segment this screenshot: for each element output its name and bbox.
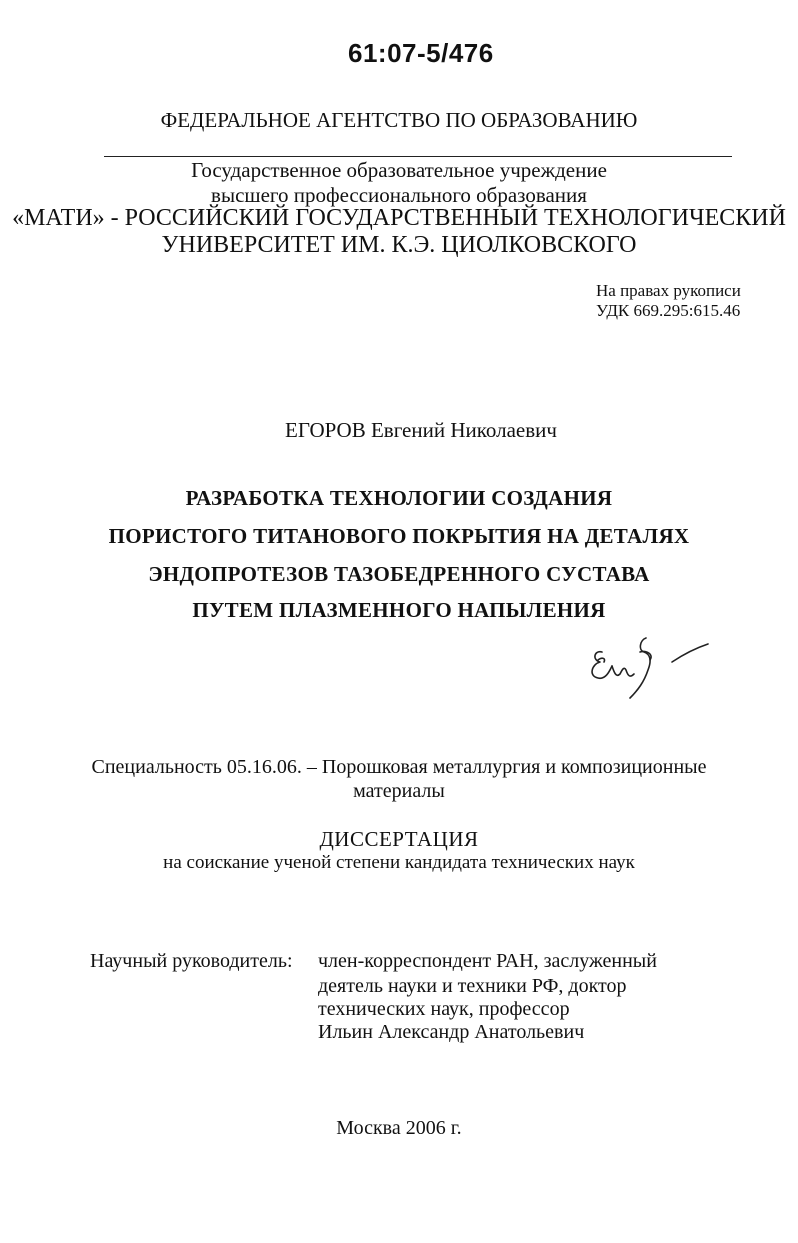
title-line-2: ПОРИСТОГО ТИТАНОВОГО ПОКРЫТИЯ НА ДЕТАЛЯХ — [108, 524, 690, 548]
author-name: ЕГОРОВ Евгений Николаевич — [285, 418, 557, 442]
institution-line-1: Государственное образовательное учреждение — [191, 158, 607, 182]
supervisor-name: Ильин Александр Анатольевич — [318, 1021, 585, 1043]
degree-description: на соискание ученой степени кандидата технических наук — [163, 852, 635, 873]
supervisor-line-1: член-корреспондент РАН, заслуженный — [318, 950, 657, 972]
specialty-line-2: материалы — [353, 780, 445, 802]
specialty-line-1: Специальность 05.16.06. – Порошковая металлургия и композиционные — [91, 756, 707, 778]
institution-line-3: «МАТИ» - РОССИЙСКИЙ ГОСУДАРСТВЕННЫЙ ТЕХНОЛОГИЧЕСКИЙ — [12, 205, 786, 231]
manuscript-rights: На правах рукописи — [596, 281, 741, 300]
institution-line-2: высшего профессионального образования — [211, 183, 587, 207]
registry-number: 61:07-5/476 — [348, 38, 494, 68]
title-line-4: ПУТЕМ ПЛАЗМЕННОГО НАПЫЛЕНИЯ — [192, 598, 606, 622]
city-year: Москва 2006 г. — [336, 1117, 462, 1139]
institution-line-4: УНИВЕРСИТЕТ ИМ. К.Э. ЦИОЛКОВСКОГО — [161, 232, 637, 258]
author-signature — [584, 630, 724, 710]
agency-heading: ФЕДЕРАЛЬНОЕ АГЕНТСТВО ПО ОБРАЗОВАНИЮ — [160, 108, 638, 132]
dissertation-label: ДИССЕРТАЦИЯ — [319, 827, 479, 851]
title-line-3: ЭНДОПРОТЕЗОВ ТАЗОБЕДРЕННОГО СУСТАВА — [148, 562, 650, 586]
header-divider — [104, 156, 732, 157]
title-line-1: РАЗРАБОТКА ТЕХНОЛОГИИ СОЗДАНИЯ — [185, 486, 613, 510]
supervisor-line-2: деятель науки и техники РФ, доктор — [318, 975, 627, 997]
supervisor-line-3: технических наук, профессор — [318, 998, 570, 1020]
supervisor-label: Научный руководитель: — [90, 950, 293, 972]
udk-code: УДК 669.295:615.46 — [596, 301, 741, 320]
